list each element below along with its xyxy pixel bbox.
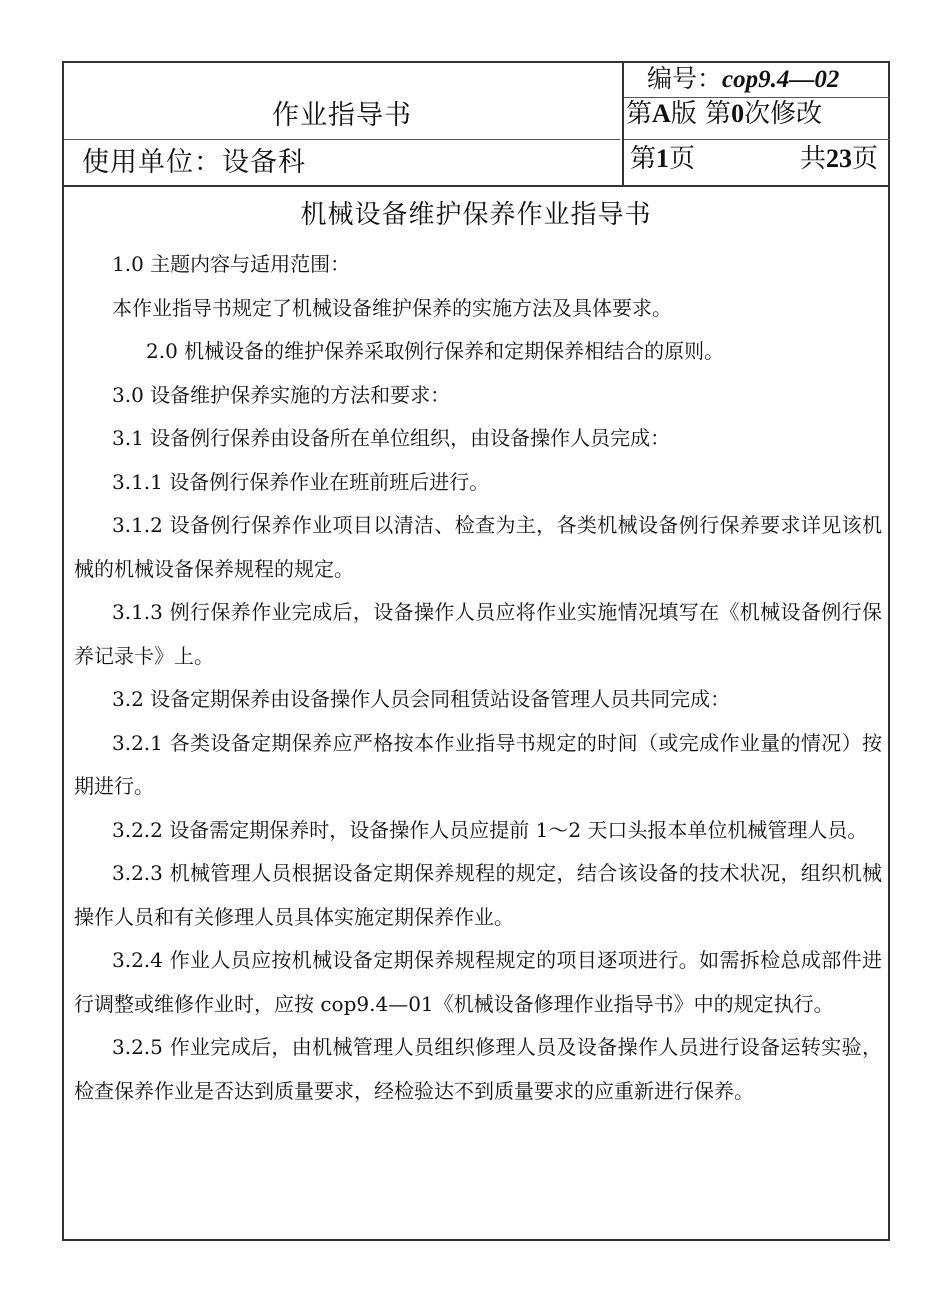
- header-divider-bottom: [64, 185, 888, 187]
- page-prefix: 第: [630, 144, 657, 174]
- document-body: [74, 243, 882, 1113]
- paragraph: 3.2.5 作业完成后，由机械管理人员组织修理人员及设备操作人员进行设备运转实验，检查保养作业是否达到质量要求，经检验达不到质量要求的应重新进行保养。: [74, 1035, 882, 1103]
- paragraph: 3.2.2 设备需定期保养时，设备操作人员应提前 1～2 天口头报本单位机械管理人员。: [112, 817, 868, 842]
- paragraph: 3.2 设备定期保养由设备操作人员会同租赁站设备管理人员共同完成：: [112, 687, 731, 711]
- document-frame: [62, 61, 890, 1241]
- paragraph: 本作业指导书规定了机械设备维护保养的实施方法及具体要求。: [112, 295, 672, 320]
- paragraph: 2.0 机械设备的维护保养采取例行保养和定期保养相结合的原则。: [146, 339, 725, 363]
- revision-mid: 版 第: [670, 99, 732, 129]
- paragraph: 3.0 设备维护保养实施的方法和要求：: [112, 382, 451, 407]
- header-divider-vertical: [622, 63, 624, 185]
- document-code-label: 编号：: [647, 64, 723, 93]
- paragraph: 3.1.3 例行保养作业完成后，设备操作人员应将作业实施情况填写在《机械设备例行保养记录卡》上。: [74, 600, 882, 668]
- revision-info: [626, 93, 822, 130]
- paragraph: 1.0 主题内容与适用范围：: [112, 252, 351, 276]
- revision-suffix: 次修改: [744, 99, 823, 129]
- document-code-value: cop9.4—02: [722, 66, 840, 93]
- page-total: 23: [825, 144, 852, 173]
- total-prefix: 共: [799, 144, 826, 174]
- paragraph: 3.2.4 作业人员应按机械设备定期保养规程规定的项目逐项进行。如需拆检总成部件进行调整或维修作业时，应按 cop9.4—01《机械设备修理作业指导书》中的规定执行。: [74, 948, 882, 1016]
- document-title: 机械设备维护保养作业指导书: [300, 200, 652, 230]
- paragraph: 3.1 设备例行保养由设备所在单位组织，由设备操作人员完成：: [112, 426, 671, 450]
- page-total-group: [800, 138, 878, 175]
- page-info: [630, 138, 878, 175]
- page-current: 1: [656, 144, 670, 173]
- paragraph: 3.2.3 机械管理人员根据设备定期保养规程的规定，结合该设备的技术状况，组织机械操作人员和有关修理人员具体实施定期保养作业。: [74, 861, 882, 929]
- page-unit: 页: [669, 144, 696, 174]
- total-unit: 页: [851, 144, 878, 174]
- document-code: [647, 59, 839, 95]
- header-title: 作业指导书: [272, 100, 412, 131]
- revision-prefix: 第: [626, 99, 653, 129]
- revision-edition: A: [652, 99, 671, 128]
- paragraph: 3.1.1 设备例行保养作业在班前班后进行。: [112, 469, 490, 494]
- paragraph: 3.1.2 设备例行保养作业项目以清洁、检查为主，各类机械设备例行保养要求详见该机械的机械设备保养规程的规定。: [74, 513, 882, 581]
- paragraph: 3.2.1 各类设备定期保养应严格按本作业指导书规定的时间（或完成作业量的情况）按期进行。: [74, 730, 882, 798]
- header-divider-left: [64, 139, 620, 140]
- revision-number: 0: [731, 99, 745, 128]
- using-unit: 使用单位：设备科: [82, 147, 306, 178]
